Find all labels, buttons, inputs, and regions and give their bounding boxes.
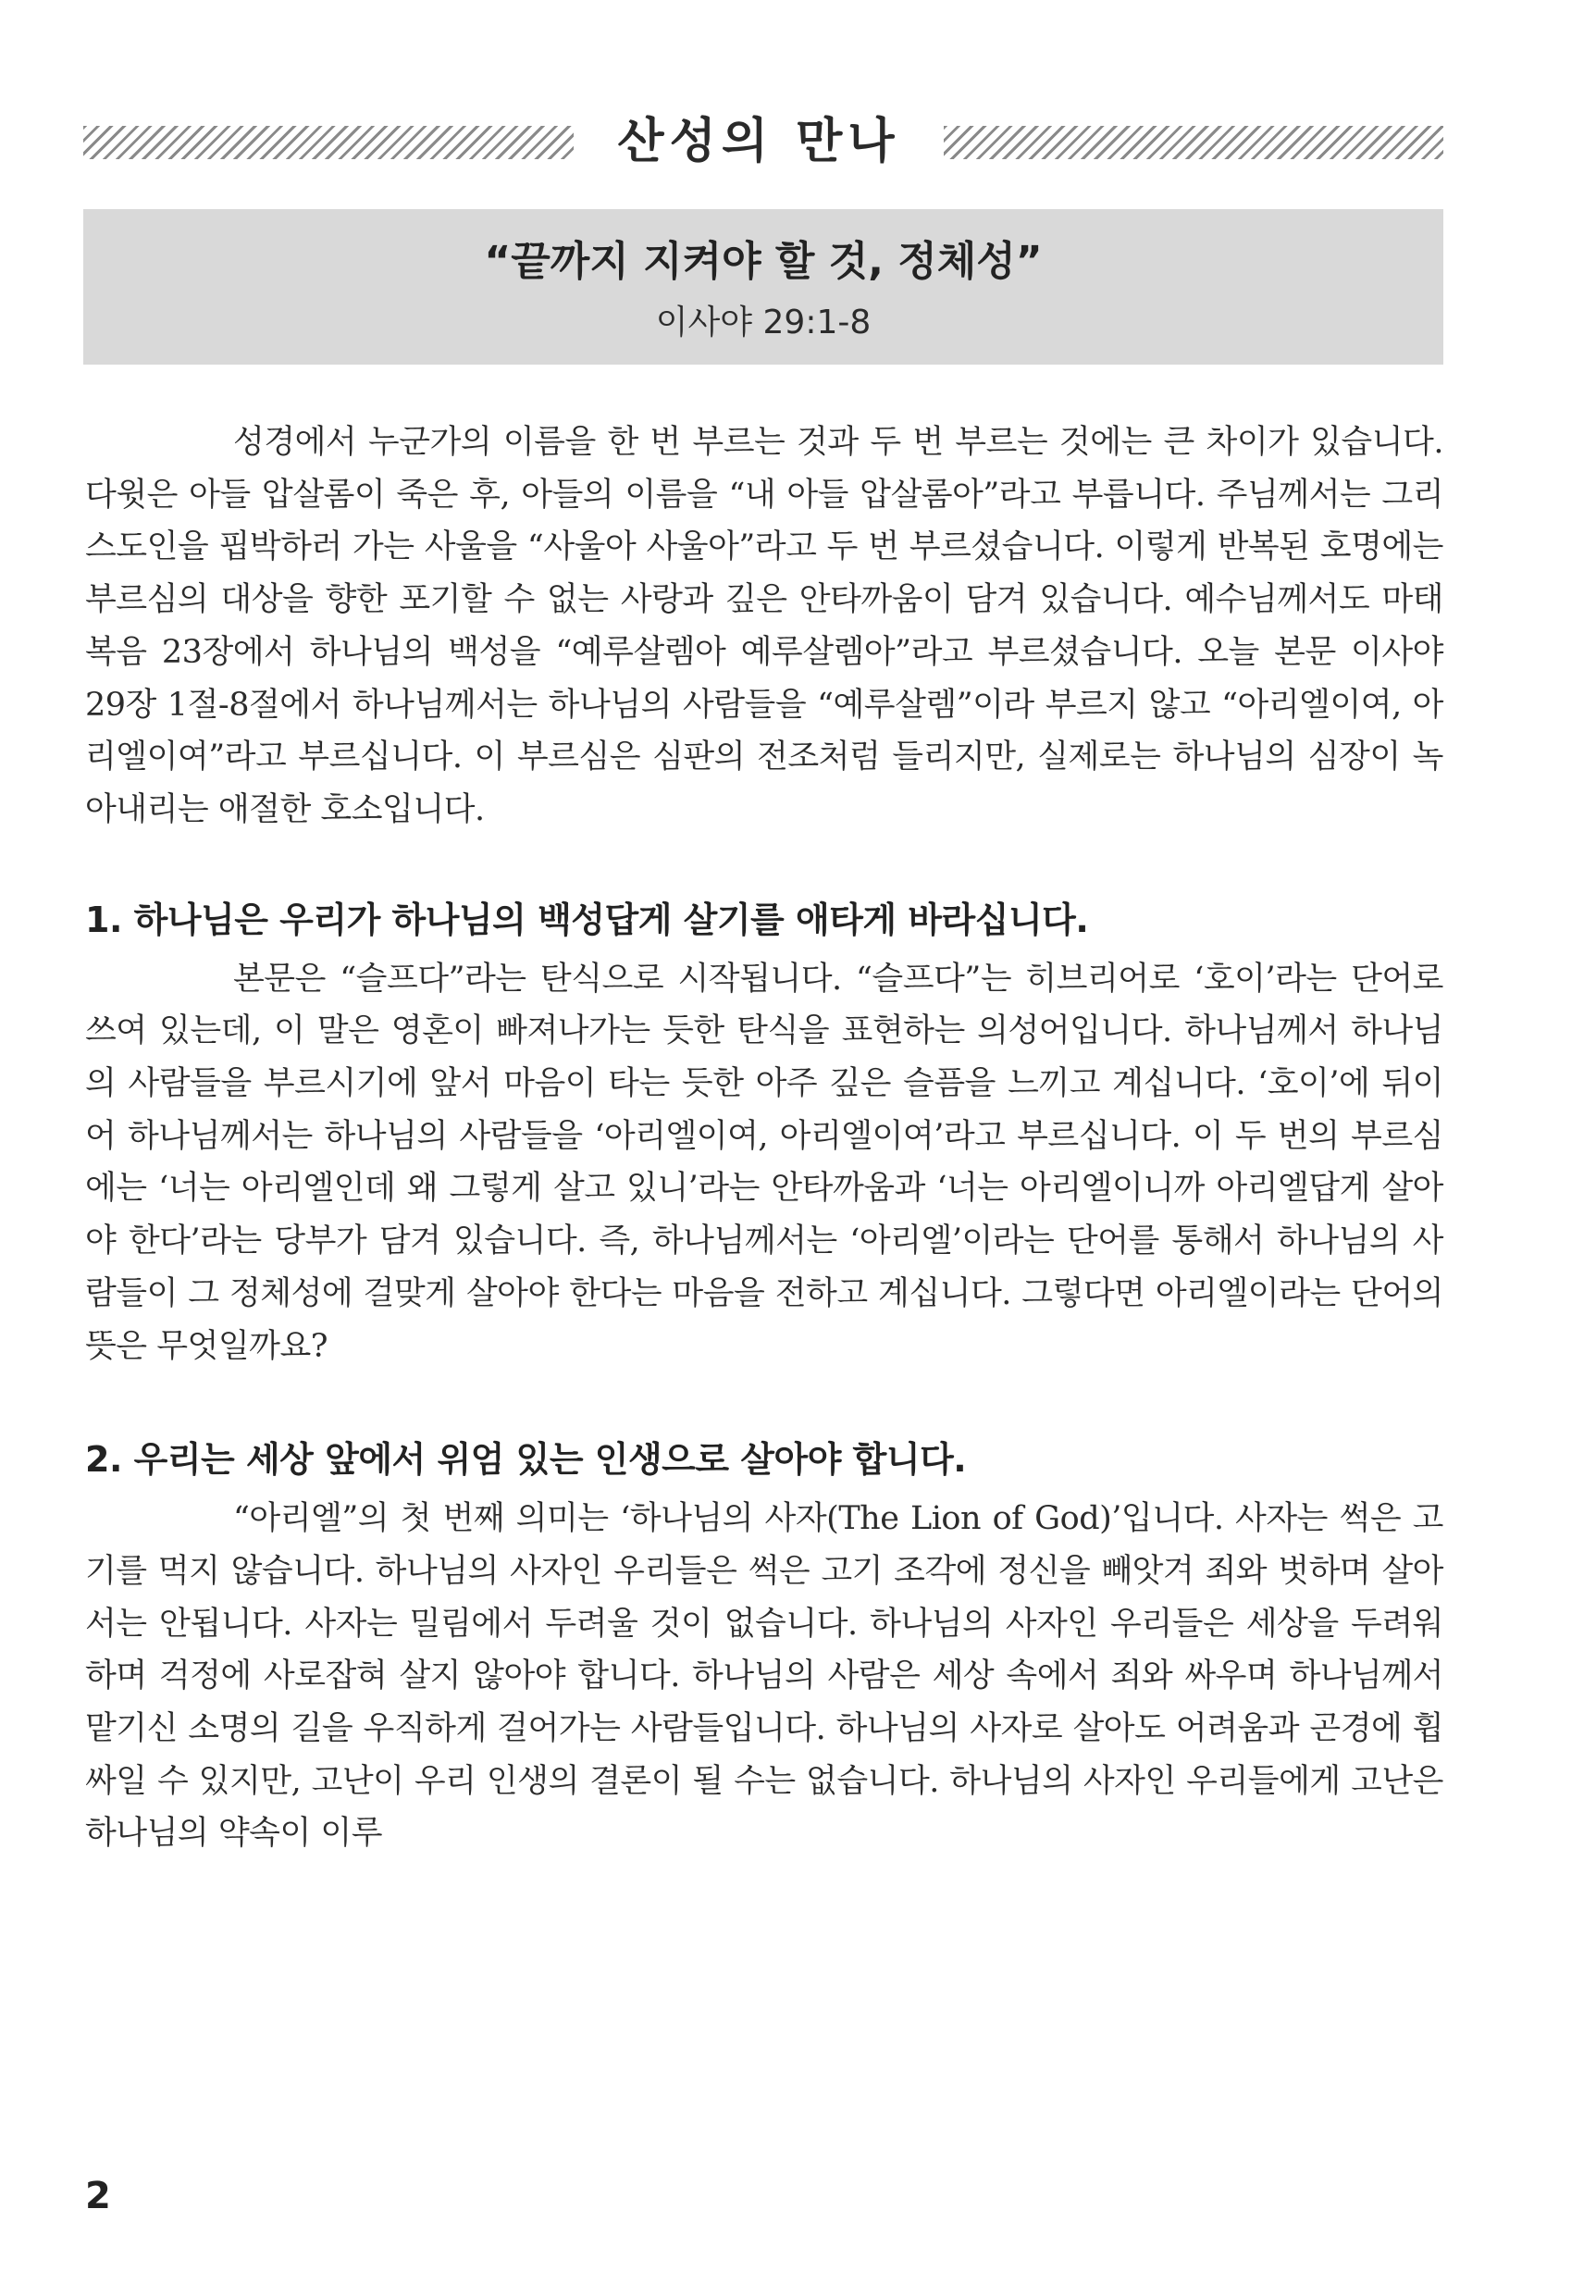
- section-2: [85, 1432, 1443, 1860]
- section-paragraph-1: 본문은 “슬프다”라는 탄식으로 시작됩니다. “슬프다”는 히브리어로 ‘호이’라는 단어로 쓰여 있는데, 이 말은 영혼이 빠져나가는 듯한 탄식을 표현하는 의성어입니다. 하나님께서 하나님의 사람들을 부르시기에 앞서 마음이 타는 듯한 아주 깊은 슬픔을 느끼고 계십니다. ‘호이’에 뒤이어 하나님께서는 하나님의 사람들을 ‘아리엘이여, 아리엘이여’라고 부르십니다. 이 두 번의 부르심에는 ‘너는 아리엘인데 왜 그렇게 살고 있니’라는 안타까움과 ‘너는 아리엘이니까 아리엘답게 살아야 한다’라는 당부가 담겨 있습니다. 즉, 하나님께서는 ‘아리엘’이라는 단어를 통해서 하나님의 사람들이 그 정체성에 걸맞게 살아야 한다는 마음을 전하고 계십니다. 그렇다면 아리엘이라는 단어의 뜻은 무엇일까요?: [85, 960, 1443, 1365]
- scripture-reference: 이사야 29:1-8: [655, 304, 872, 341]
- column-header: [83, 109, 1443, 174]
- intro-paragraph: 성경에서 누군가의 이름을 한 번 부르는 것과 두 번 부르는 것에는 큰 차이가 있습니다. 다윗은 아들 압살롬이 죽은 후, 아들의 이름을 “내 아들 압살롬아”라고 부릅니다. 주님께서는 그리스도인을 핍박하러 가는 사울을 “사울아 사울아”라고 두 번 부르셨습니다. 이렇게 반복된 호명에는 부르심의 대상을 향한 포기할 수 없는 사랑과 깊은 안타까움이 담겨 있습니다. 예수님께서도 마태복음 23장에서 하나님의 백성을 “예루살렘아 예루살렘아”라고 부르셨습니다. 오늘 본문 이사야 29장 1절-8절에서 하나님께서는 하나님의 사람들을 “예루살렘”이라 부르지 않고 “아리엘이여, 아리엘이여”라고 부르십니다. 이 부르심은 심판의 전조처럼 들리지만, 실제로는 하나님의 심장이 녹아내리는 애절한 호소입니다.: [85, 424, 1443, 828]
- header-hatch-right: [944, 126, 1443, 159]
- section-paragraph-2: “아리엘”의 첫 번째 의미는 ‘하나님의 사자(The Lion of God)’입니다. 사자는 썩은 고기를 먹지 않습니다. 하나님의 사자인 우리들은 썩은 고기 조각에 정신을 빼앗겨 죄와 벗하며 살아서는 안됩니다. 사자는 밀림에서 두려울 것이 없습니다. 하나님의 사자인 우리들은 세상을 두려워하며 걱정에 사로잡혀 살지 않아야 합니다. 하나님의 사람은 세상 속에서 죄와 싸우며 하나님께서 맡기신 소명의 길을 우직하게 걸어가는 사람들입니다. 하나님의 사자로 살아도 어려움과 곤경에 휩싸일 수 있지만, 고난이 우리 인생의 결론이 될 수는 없습니다. 하나님의 사자인 우리들에게 고난은 하나님의 약속이 이루: [85, 1500, 1443, 1853]
- sermon-title: “끝까지 지켜야 할 것, 정체성”: [484, 238, 1043, 285]
- page-number: 2: [85, 2175, 111, 2217]
- column-title: 산성의 만나: [617, 114, 900, 169]
- section-heading-2: 2. 우리는 세상 앞에서 위엄 있는 인생으로 살아야 합니다.: [85, 1439, 967, 1481]
- sermon-title-box: [83, 209, 1443, 365]
- sermon-body: [85, 416, 1443, 1860]
- section-heading-1: 1. 하나님은 우리가 하나님의 백성답게 살기를 애타게 바라십니다.: [85, 899, 1089, 940]
- section-1: [85, 892, 1443, 1373]
- header-hatch-left: [83, 126, 574, 159]
